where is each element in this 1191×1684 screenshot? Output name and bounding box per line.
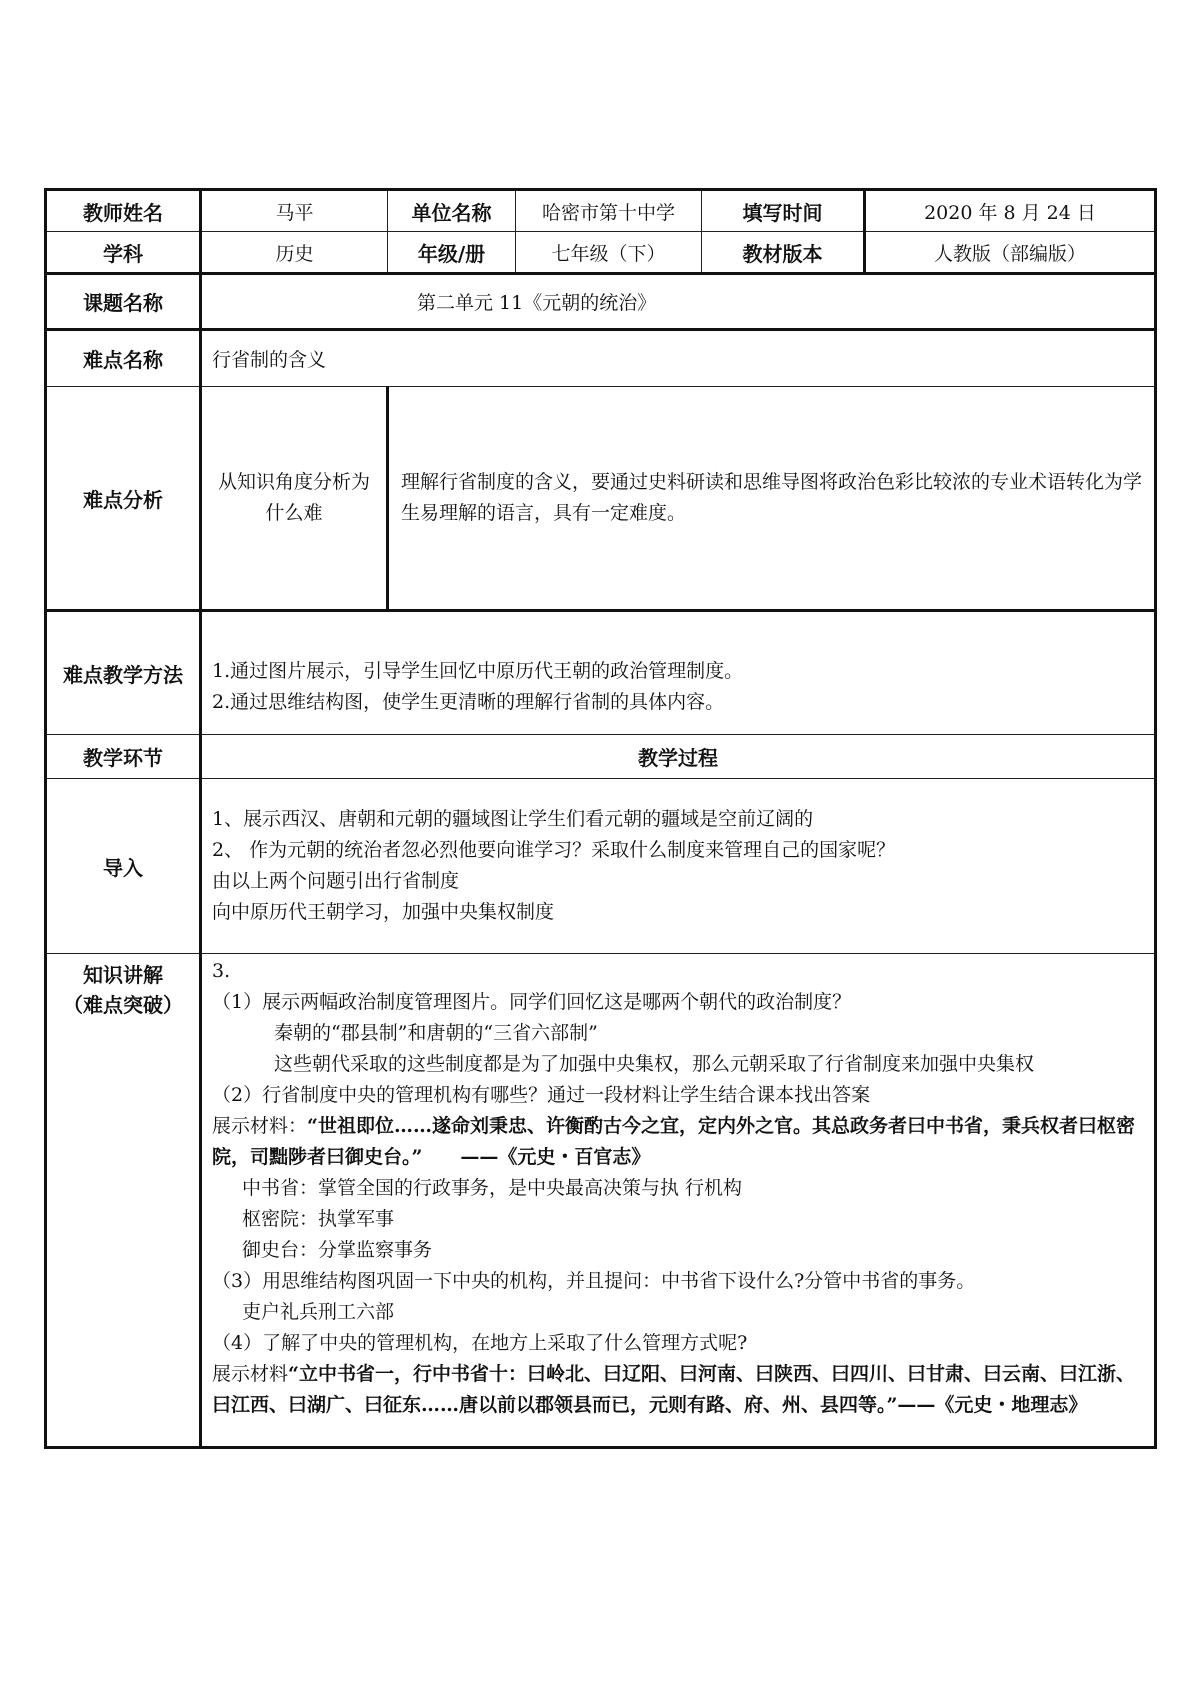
lecture-line: 枢密院：执掌军事 — [242, 1208, 395, 1230]
lesson-plan-table — [44, 188, 1157, 1449]
subject-label: 学科 — [46, 232, 201, 274]
method-label: 难点教学方法 — [46, 611, 201, 735]
material-quote: “立中书省一，行中书省十：曰岭北、曰辽阳、曰河南、曰陕西、曰四川、曰甘肃、曰云南、曰江浙、曰江西、曰湖广、曰征东……唐以前以郡领县而已，元则有路、府、州、县四等。”——《元史・地理志》 — [212, 1363, 1135, 1416]
difficulty-label: 难点名称 — [46, 330, 201, 387]
lecture-line: 秦朝的“郡县制”和唐朝的“三省六部制” — [274, 1022, 598, 1044]
process-label: 教学环节 — [46, 735, 201, 779]
lecture-material-2 — [212, 1359, 1144, 1421]
date-label: 填写时间 — [702, 190, 865, 232]
lecture-line: 中书省：掌管全国的行政事务，是中央最高决策与执 行机构 — [242, 1177, 743, 1199]
analysis-angle: 从知识角度分析为什么难 — [201, 387, 388, 611]
grade-label: 年级/册 — [388, 232, 516, 274]
intro-label: 导入 — [46, 779, 201, 954]
teacher-value: 马平 — [201, 190, 388, 232]
process-title: 教学过程 — [201, 735, 1156, 779]
intro-line-1: 1、展示西汉、唐朝和元朝的疆域图让学生们看元朝的疆域是空前辽阔的 — [212, 808, 814, 830]
lecture-label-line-2: （难点突破） — [63, 993, 183, 1017]
date-value: 2020 年 8 月 24 日 — [865, 190, 1156, 232]
lesson-plan-sheet — [44, 188, 1154, 1449]
lecture-content — [201, 954, 1156, 1448]
intro-line-4: 向中原历代王朝学习，加强中央集权制度 — [212, 901, 555, 923]
method-line-1: 1.通过图片展示，引导学生回忆中原历代王朝的政治管理制度。 — [212, 660, 744, 682]
topic-label: 课题名称 — [46, 274, 201, 330]
lecture-line: （4）了解了中央的管理机构，在地方上采取了什么管理方式呢? — [212, 1332, 748, 1354]
subject-value: 历史 — [201, 232, 388, 274]
lecture-line: 御史台：分掌监察事务 — [242, 1239, 433, 1261]
lecture-label — [46, 954, 201, 1448]
lecture-line: （2）行省制度中央的管理机构有哪些？通过一段材料让学生结合课本找出答案 — [212, 1084, 871, 1106]
material-prefix: 展示材料 — [212, 1363, 289, 1385]
lecture-material-1 — [212, 1111, 1144, 1173]
method-line-2: 2.通过思维结构图，使学生更清晰的理解行省制的具体内容。 — [212, 691, 725, 713]
grade-value: 七年级（下） — [516, 232, 702, 274]
unit-value: 哈密市第十中学 — [516, 190, 702, 232]
analysis-label: 难点分析 — [46, 387, 201, 611]
material-quote: “世祖即位……遂命刘秉忠、许衡酌古今之宜，定内外之官。其总政务者曰中书省，秉兵权者曰枢密院，司黜陟者曰御史台。” ——《元史・百官志》 — [212, 1115, 1135, 1168]
lecture-label-line-1: 知识讲解 — [83, 963, 163, 987]
intro-content — [201, 779, 1156, 954]
teacher-label: 教师姓名 — [46, 190, 201, 232]
lecture-line: 这些朝代采取的这些制度都是为了加强中央集权，那么元朝采取了行省制度来加强中央集权 — [274, 1053, 1035, 1075]
lecture-line: （3）用思维结构图巩固一下中央的机构，并且提问：中书省下设什么?分管中书省的事务。 — [212, 1270, 976, 1292]
edition-value: 人教版（部编版） — [865, 232, 1156, 274]
analysis-text: 理解行省制度的含义，要通过史料研读和思维导图将政治色彩比较浓的专业术语转化为学生易理解的语言，具有一定难度。 — [388, 387, 1156, 611]
method-content — [201, 611, 1156, 735]
lecture-line: （1）展示两幅政治制度管理图片。同学们回忆这是哪两个朝代的政治制度？ — [212, 991, 852, 1013]
intro-line-2: 2、 作为元朝的统治者忽必烈他要向谁学习？采取什么制度来管理自己的国家呢？ — [212, 839, 896, 861]
unit-label: 单位名称 — [388, 190, 516, 232]
material-prefix: 展示材料： — [212, 1115, 308, 1137]
edition-label: 教材版本 — [702, 232, 865, 274]
lecture-line: 3. — [212, 960, 231, 982]
difficulty-value: 行省制的含义 — [201, 330, 1156, 387]
intro-line-3: 由以上两个问题引出行省制度 — [212, 870, 460, 892]
lecture-line: 吏户礼兵刑工六部 — [242, 1301, 395, 1323]
topic-value: 第二单元 11《元朝的统治》 — [201, 274, 1156, 330]
